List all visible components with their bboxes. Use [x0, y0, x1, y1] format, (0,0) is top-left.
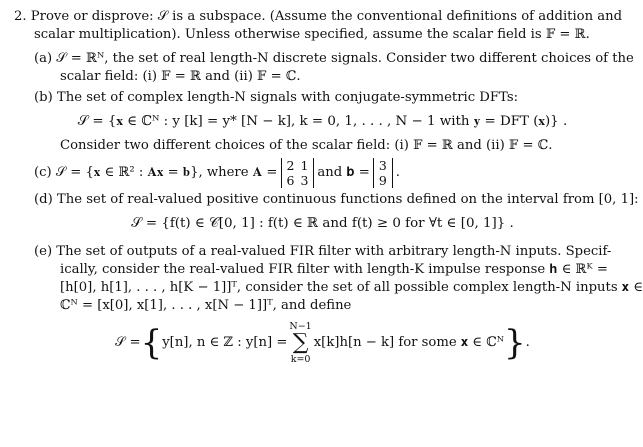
part-a-line-2: scalar field: (i) 𝔽 = ℝ and (ii) 𝔽 = ℂ.: [60, 69, 301, 84]
part-e-eq-lhs: 𝒮 =: [115, 335, 141, 350]
part-b-line-2: Consider two different choices of the scalar field: (i) 𝔽 = ℝ and (ii) 𝔽 = ℂ.: [60, 138, 553, 153]
part-e-eq-end: .: [525, 335, 530, 350]
part-d-line-1: (d) The set of real-valued positive continuous functions defined on the interval from [0, 1]:: [34, 192, 639, 207]
sum-lower-limit: k=0: [290, 354, 311, 365]
vector-b-cell: 9: [378, 173, 387, 188]
part-b-line-1: (b) The set of complex length-N signals with conjugate-symmetric DFTs:: [34, 90, 519, 105]
vector-b: [373, 158, 393, 188]
matrix-a-cell: 6: [286, 173, 295, 188]
right-brace: }: [504, 323, 526, 363]
sigma-symbol: ∑: [292, 330, 309, 355]
matrix-a-cell: 1: [300, 158, 309, 173]
part-c-middle: and 𝐛 =: [317, 165, 370, 180]
part-c: [14, 158, 631, 188]
matrix-a: [281, 158, 315, 188]
vector-b-cell: 3: [378, 158, 387, 173]
part-c-prefix: (c) 𝒮 = {𝐱 ∈ ℝ² : 𝐀𝐱 = 𝐛}, where 𝐀 =: [34, 165, 278, 180]
part-e-eq-rhs: x[k]h[n − k] for some 𝐱 ∈ ℂᴺ: [313, 335, 505, 350]
left-brace: {: [140, 323, 163, 363]
part-c-suffix: .: [395, 165, 400, 180]
part-d-equation: 𝒮 = {f(t) ∈ 𝒞[0, 1] : f(t) ∈ ℝ and f(t) ≥ 0 for ∀t ∈ [0, 1]} .: [131, 216, 514, 231]
matrix-a-cell: 3: [300, 173, 309, 188]
sum-upper-limit: N−1: [289, 321, 312, 332]
part-e-line-2: ically, consider the real-valued FIR filter with length-K impulse response 𝐡 ∈ ℝᴷ =: [60, 262, 608, 277]
part-a-line-1: (a) 𝒮 = ℝᴺ, the set of real length-N discrete signals. Consider two different choices of the: [34, 51, 634, 66]
part-e-eq-mid: y[n], n ∈ ℤ : y[n] =: [162, 335, 288, 350]
part-b-equation: 𝒮 = {𝐱 ∈ ℂᴺ : y [k] = y* [N − k], k = 0, 1, . . . , N − 1 with 𝐲 = DFT (𝐱)} .: [77, 114, 568, 129]
part-e-equation: [14, 321, 631, 365]
matrix-a-cell: 2: [286, 158, 295, 173]
part-e-line-1: (e) The set of outputs of a real-valued FIR filter with arbitrary length-N inputs. Specif-: [34, 244, 612, 259]
summation: [289, 321, 311, 365]
part-e-line-3: [h[0], h[1], . . . , h[K − 1]]ᵀ, consider the set of all possible complex length-N inputs 𝐱 ∈: [60, 280, 643, 295]
problem-intro-line-1: 2. Prove or disprove: 𝒮 is a subspace. (Assume the conventional definitions of addition and: [14, 9, 623, 24]
part-e-line-4: ℂᴺ = [x[0], x[1], . . . , x[N − 1]]ᵀ, and define: [60, 298, 352, 313]
problem-intro-line-2: scalar multiplication). Unless otherwise specified, assume the scalar field is 𝔽 = ℝ.: [34, 27, 590, 42]
